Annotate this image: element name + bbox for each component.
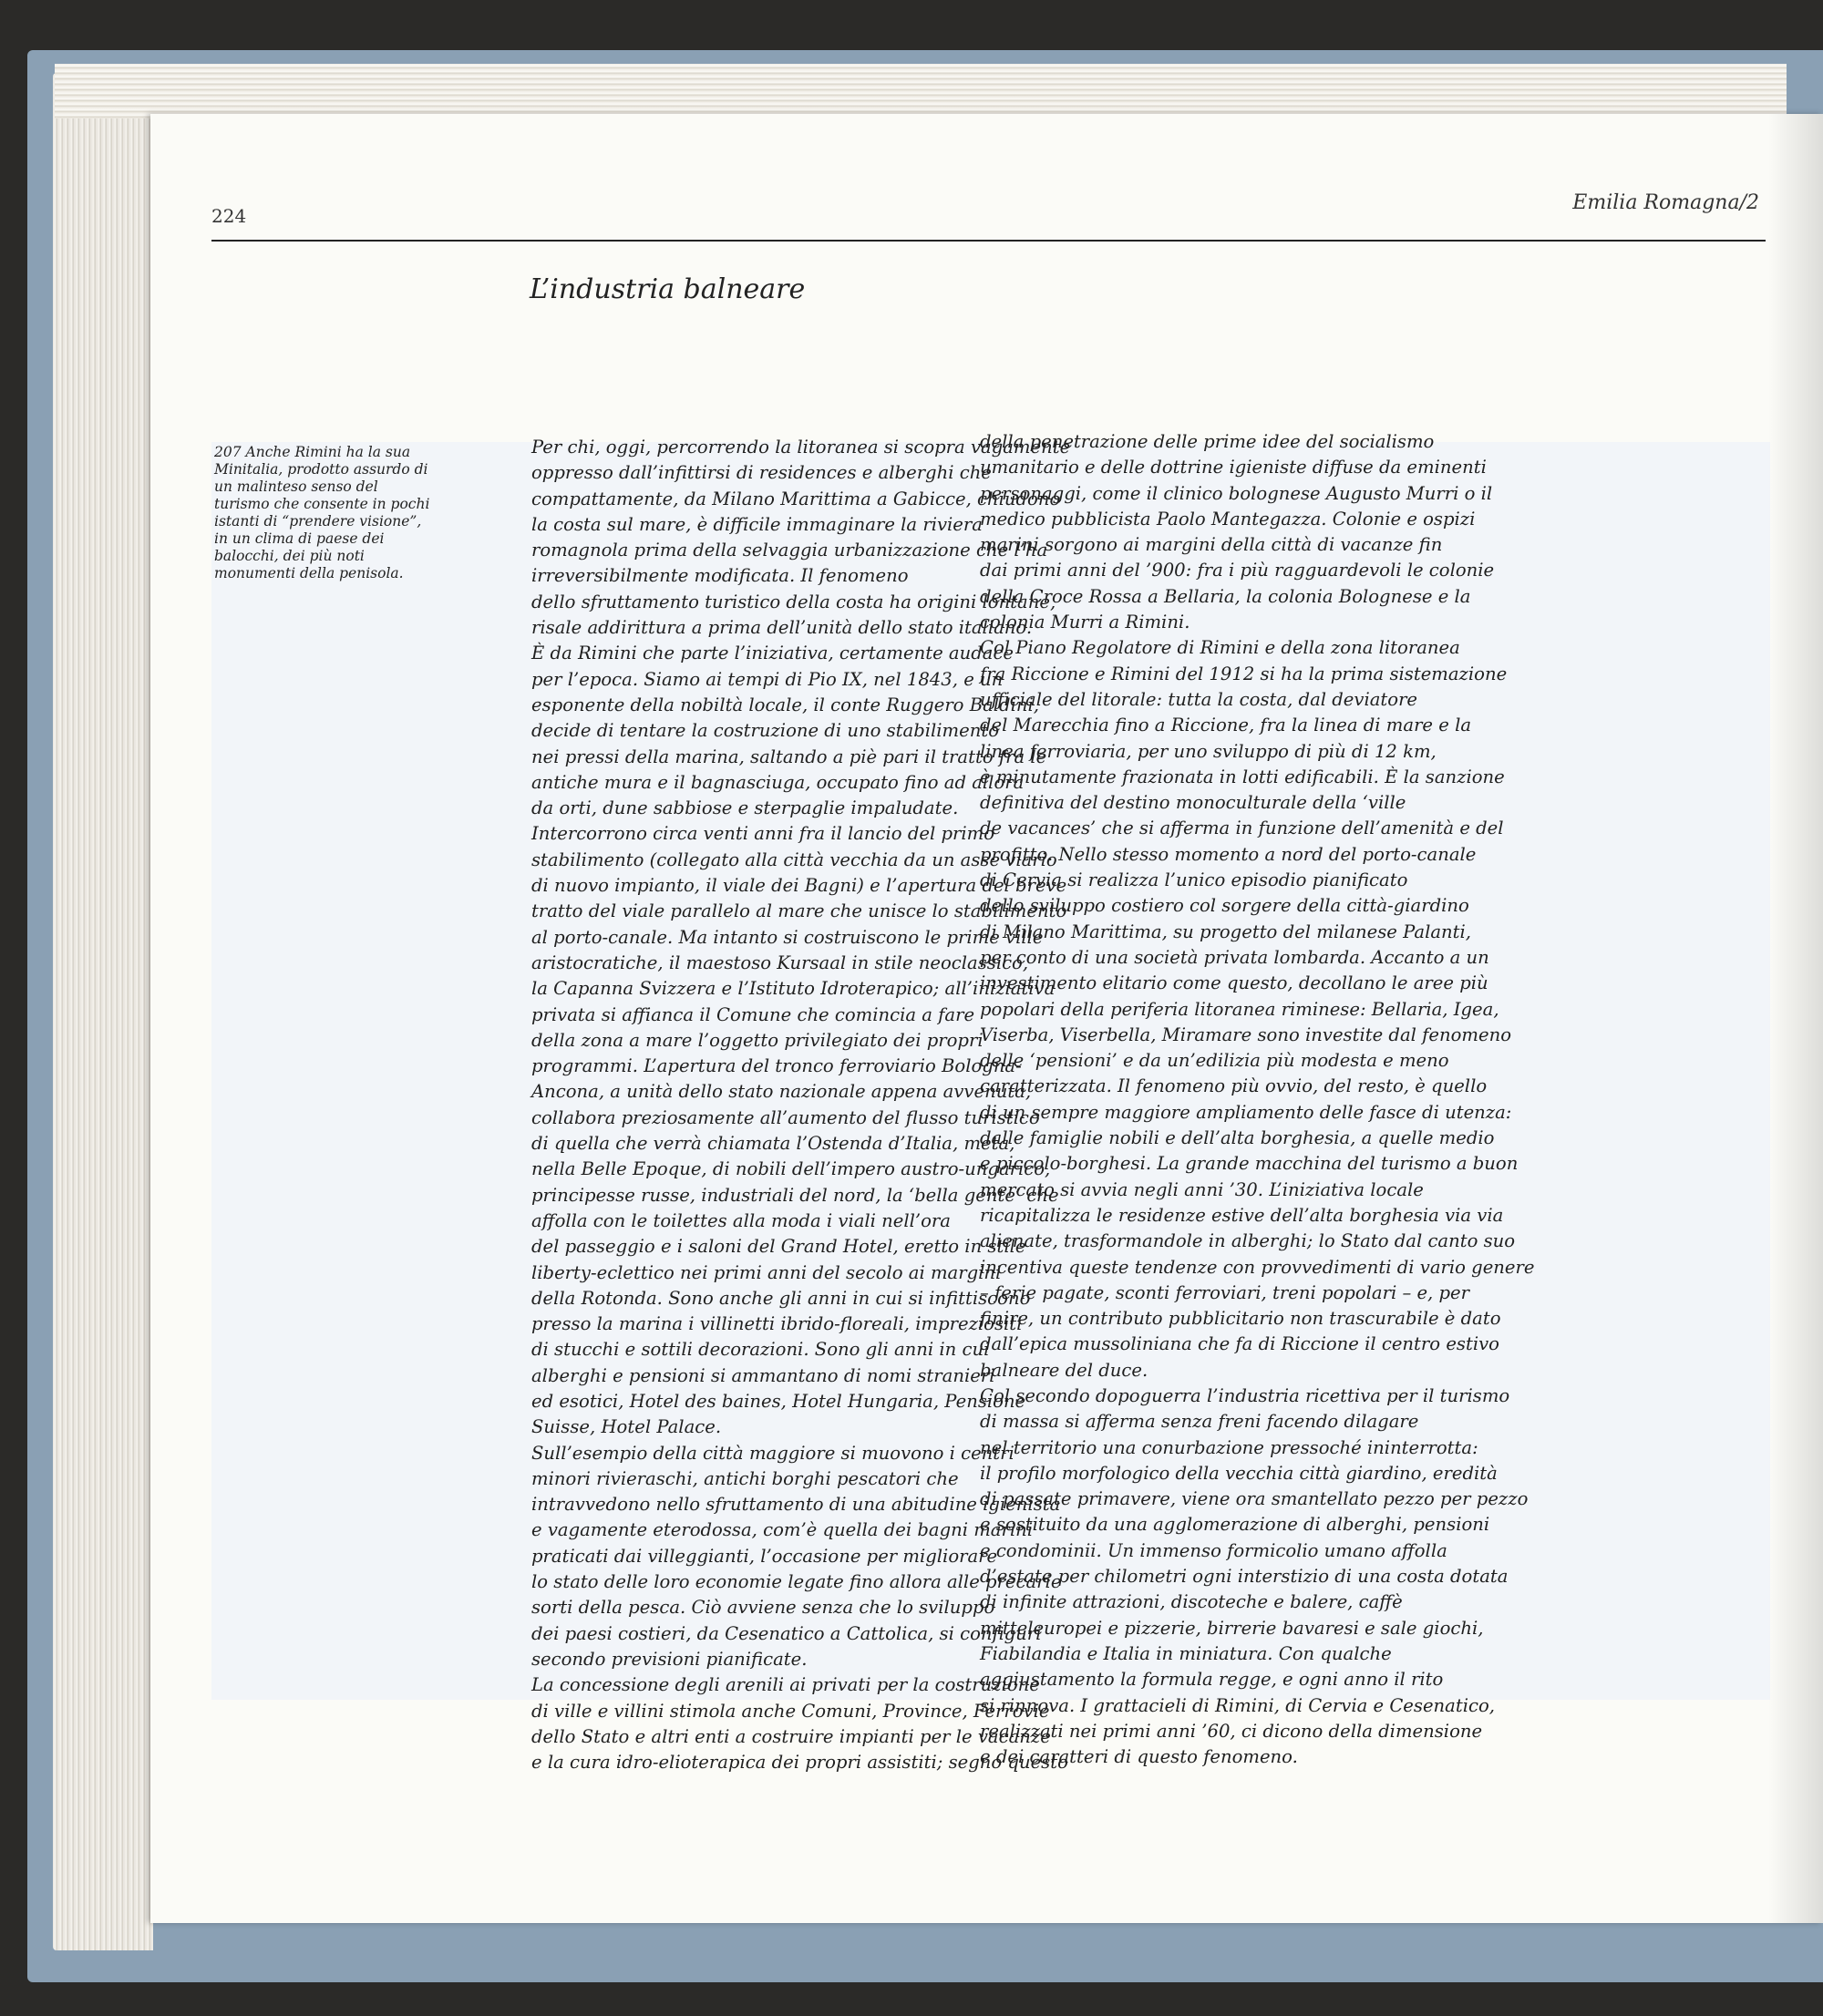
text-line: dei paesi costieri, da Cesenatico a Cattolica, si configuri <box>531 1622 1042 1644</box>
text-line: delle ‘pensioni’ e da un’edilizia più modesta e meno <box>980 1050 1449 1072</box>
book-page <box>150 114 1823 1923</box>
page-number: 224 <box>211 205 247 227</box>
text-line: Col Piano Regolatore di Rimini e della zona litoranea <box>980 637 1460 659</box>
text-line: – ferie pagate, sconti ferroviari, treni popolari – e, per <box>980 1281 1470 1303</box>
text-line: alberghi e pensioni si ammantano di nomi stranieri <box>531 1364 995 1386</box>
text-line: di nuovo impianto, il viale dei Bagni) e l’apertura del breve <box>531 875 1067 897</box>
text-line: ricapitalizza le residenze estive dell’alta borghesia via via <box>980 1204 1504 1226</box>
text-line: Fiabilandia e Italia in miniatura. Con qualche <box>980 1642 1392 1664</box>
text-line: aristocratiche, il maestoso Kursaal in stile neoclassico, <box>531 951 1029 973</box>
text-line: nella Belle Epoque, di nobili dell’impero austro-ungarico, <box>531 1158 1051 1180</box>
text-line: al porto-canale. Ma intanto si costruiscono le prime ville <box>531 926 1044 948</box>
text-line: nei pressi della marina, saltando a piè pari il tratto fra le <box>531 746 1047 767</box>
text-line: realizzati nei primi anni ’60, ci dicono della dimensione <box>980 1720 1483 1742</box>
text-line: affolla con le toilettes alla moda i viali nell’ora <box>531 1209 951 1231</box>
text-line: e vagamente eterodossa, com’è quella dei bagni marini <box>531 1519 1034 1541</box>
text-line: sorti della pesca. Ciò avviene senza che lo sviluppo <box>531 1597 995 1619</box>
text-line: della Rotonda. Sono anche gli anni in cui si infittiscono <box>531 1287 1031 1309</box>
text-line: caratterizzata. Il fenomeno più ovvio, del resto, è quello <box>980 1075 1488 1097</box>
text-line: si rinnova. I grattacieli di Rimini, di Cervia e Cesenatico, <box>980 1694 1495 1716</box>
text-line: di Milano Marittima, su progetto del milanese Palanti, <box>980 921 1472 942</box>
text-line: popolari della periferia litoranea riminese: Bellaria, Igea, <box>980 998 1499 1020</box>
text-line: di Cervia si realizza l’unico episodio pianificato <box>980 869 1408 891</box>
text-line: mercato si avvia negli anni ’30. L’iniziativa locale <box>980 1178 1424 1200</box>
text-line: romagnola prima della selvaggia urbanizzazione che l’ha <box>531 540 1048 561</box>
text-line: personaggi, come il clinico bolognese Augusto Murri o il <box>980 482 1493 504</box>
text-line: di stucchi e sottili decorazioni. Sono gli anni in cui <box>531 1339 990 1361</box>
header-rule <box>211 240 1766 242</box>
text-line: della penetrazione delle prime idee del socialismo <box>980 431 1435 452</box>
text-line: dai primi anni del ’900: fra i più ragguardevoli le colonie <box>980 560 1495 581</box>
text-line: per l’epoca. Siamo ai tempi di Pio IX, nel 1843, e un <box>531 668 1004 690</box>
text-line: fra Riccione e Rimini del 1912 si ha la prima sistemazione <box>980 663 1508 684</box>
text-line: secondo previsioni pianificate. <box>531 1648 808 1670</box>
text-line: e condominii. Un immenso formicolio umano affolla <box>980 1539 1447 1561</box>
figure-caption: 207 Anche Rimini ha la sua Minitalia, prodotto assurdo di un malinteso senso del turismo che consente in pochi istanti di “prendere visione”, in un clima di paese dei balocchi, dei più noti monumenti della penisola. <box>214 444 430 581</box>
text-line: stabilimento (collegato alla città vecchia da un asse viario <box>531 849 1057 870</box>
text-line: oppresso dall’infittirsi di residences e alberghi che <box>531 462 992 484</box>
text-line: Per chi, oggi, percorrendo la litoranea si scopra vagamente <box>531 437 1071 458</box>
text-line: programmi. L’apertura del tronco ferroviario Bologna- <box>531 1055 1022 1077</box>
text-line: Ancona, a unità dello stato nazionale appena avvenuta, <box>531 1081 1032 1103</box>
text-line: di ville e villini stimola anche Comuni, Province, Ferrovie <box>531 1700 1050 1722</box>
text-line: di massa si afferma senza freni facendo dilagare <box>980 1411 1419 1433</box>
text-line: mitteleuropei e pizzerie, birrerie bavaresi e sale giochi, <box>980 1617 1484 1639</box>
text-line: tratto del viale parallelo al mare che unisce lo stabilimento <box>531 900 1067 922</box>
text-line: liberty-eclettico nei primi anni del secolo ai margini <box>531 1261 1002 1283</box>
text-line: de vacances’ che si afferma in funzione dell’amenità e del <box>980 818 1504 839</box>
text-line: Intercorrono circa venti anni fra il lancio del primo <box>531 823 995 845</box>
text-line: la costa sul mare, è difficile immaginare la riviera <box>531 513 983 535</box>
text-line: ed esotici, Hotel des baines, Hotel Hungaria, Pensione <box>531 1390 1026 1412</box>
text-line: d’estate per chilometri ogni interstizio di una costa dotata <box>980 1566 1509 1588</box>
text-line: colonia Murri a Rimini. <box>980 612 1190 633</box>
text-line: Sull’esempio della città maggiore si muovono i centri <box>531 1442 1014 1464</box>
text-line: investimento elitario come questo, decollano le aree più <box>980 972 1488 994</box>
text-line: ufficiale del litorale: tutta la costa, dal deviatore <box>980 688 1418 710</box>
text-line: intravvedono nello sfruttamento di una abitudine igienista <box>531 1494 1061 1516</box>
text-line: la Capanna Svizzera e l’Istituto Idroterapico; all’iniziativa <box>531 978 1056 1000</box>
text-line: profitto. Nello stesso momento a nord del porto-canale <box>980 843 1477 865</box>
text-line: della zona a mare l’oggetto privilegiato dei propri <box>531 1029 984 1051</box>
text-line: principesse russe, industriali del nord, la ‘bella gente’ che <box>531 1184 1059 1206</box>
text-line: lo stato delle loro economie legate fino allora alle precarie <box>531 1571 1062 1593</box>
text-line: praticati dai villeggianti, l’occasione per migliorare <box>531 1545 998 1567</box>
text-line: marini sorgono ai margini della città di vacanze fin <box>980 534 1443 556</box>
text-line: del passeggio e i saloni del Grand Hotel, eretto in stile <box>531 1236 1026 1258</box>
text-line: di infinite attrazioni, discoteche e balere, caffè <box>980 1591 1403 1613</box>
text-line: di un sempre maggiore ampliamento delle fasce di utenza: <box>980 1101 1512 1123</box>
text-line: dall’epica mussoliniana che fa di Riccione il centro estivo <box>980 1333 1499 1355</box>
text-line: della Croce Rossa a Bellaria, la colonia Bolognese e la <box>980 585 1471 607</box>
text-line: e la cura idro-elioterapica dei propri assistiti; segno questo <box>531 1752 1068 1774</box>
text-line: esponente della nobiltà locale, il conte Ruggero Baldini, <box>531 694 1039 715</box>
text-line: e dei caratteri di questo fenomeno. <box>980 1746 1298 1768</box>
text-line: è minutamente frazionata in lotti edificabili. È la sanzione <box>980 766 1505 787</box>
text-line: Col secondo dopoguerra l’industria ricettiva per il turismo <box>980 1384 1510 1406</box>
text-line: dello sfruttamento turistico della costa ha origini lontane, <box>531 591 1056 612</box>
text-line: Suisse, Hotel Palace. <box>531 1416 722 1438</box>
text-line: e sostituito da una agglomerazione di alberghi, pensioni <box>980 1514 1490 1536</box>
text-line: decide di tentare la costruzione di uno stabilimento <box>531 720 1000 742</box>
text-line: e piccolo-borghesi. La grande macchina del turismo a buon <box>980 1153 1519 1175</box>
text-line: La concessione degli arenili ai privati per la costruzione <box>531 1674 1040 1696</box>
text-line: alienate, trasformandole in alberghi; lo Stato dal canto suo <box>980 1230 1516 1252</box>
text-line: di passate primavere, viene ora smantellato pezzo per pezzo <box>980 1488 1529 1510</box>
text-line: irreversibilmente modificata. Il fenomeno <box>531 565 909 587</box>
text-line: medico pubblicista Paolo Mantegazza. Colonie e ospizi <box>980 508 1476 530</box>
text-line: balneare del duce. <box>980 1359 1148 1381</box>
text-line: nel territorio una conurbazione pressoché ininterrotta: <box>980 1436 1478 1458</box>
text-line: minori rivieraschi, antichi borghi pescatori che <box>531 1467 959 1489</box>
text-line: antiche mura e il bagnasciuga, occupato fino ad allora <box>531 771 1025 793</box>
page-stack-edge <box>53 73 153 1950</box>
text-line: privata si affianca il Comune che comincia a fare <box>531 1003 975 1025</box>
text-line: umanitario e delle dottrine igieniste diffuse da eminenti <box>980 457 1487 478</box>
text-line: risale addirittura a prima dell’unità dello stato italiano. <box>531 617 1033 639</box>
text-column-2 <box>980 429 1535 1770</box>
text-line: dello sviluppo costiero col sorgere della città-giardino <box>980 895 1469 917</box>
text-line: È da Rimini che parte l’iniziativa, certamente audace <box>531 643 1014 664</box>
text-line: Viserba, Viserbella, Miramare sono investite dal fenomeno <box>980 1023 1512 1045</box>
text-line: dello Stato e altri enti a costruire impianti per le vacanze <box>531 1725 1051 1747</box>
text-line: incentiva queste tendenze con provvedimenti di vario genere <box>980 1256 1535 1278</box>
text-line: definitiva del destino monoculturale della ‘ville <box>980 792 1406 814</box>
text-line: il profilo morfologico della vecchia città giardino, eredità <box>980 1462 1498 1484</box>
text-line: dalle famiglie nobili e dell’alta borghesia, a quelle medio <box>980 1127 1495 1149</box>
text-line: finire, un contributo pubblicitario non trascurabile è dato <box>980 1308 1501 1330</box>
text-line: compattamente, da Milano Marittima a Gabicce, chiudono <box>531 488 1061 509</box>
text-line: collabora preziosamente all’aumento del flusso turistico <box>531 1106 1040 1128</box>
running-head: Emilia Romagna/2 <box>1572 191 1759 214</box>
page-stack-top <box>55 64 1787 118</box>
article-title: L’industria balneare <box>530 273 806 305</box>
text-line: per conto di una società privata lombarda. Accanto a un <box>980 946 1489 968</box>
text-line: aggiustamento la formula regge, e ogni anno il rito <box>980 1669 1444 1691</box>
text-line: presso la marina i villinetti ibrido-floreali, impreziositi <box>531 1313 1023 1335</box>
text-line: di quella che verrà chiamata l’Ostenda d’Italia, meta, <box>531 1133 1015 1155</box>
text-line: linea ferroviaria, per uno sviluppo di più di 12 km, <box>980 740 1437 762</box>
text-line: del Marecchia fino a Riccione, fra la linea di mare e la <box>980 715 1472 736</box>
text-line: da orti, dune sabbiose e sterpaglie impaludate. <box>531 797 959 819</box>
